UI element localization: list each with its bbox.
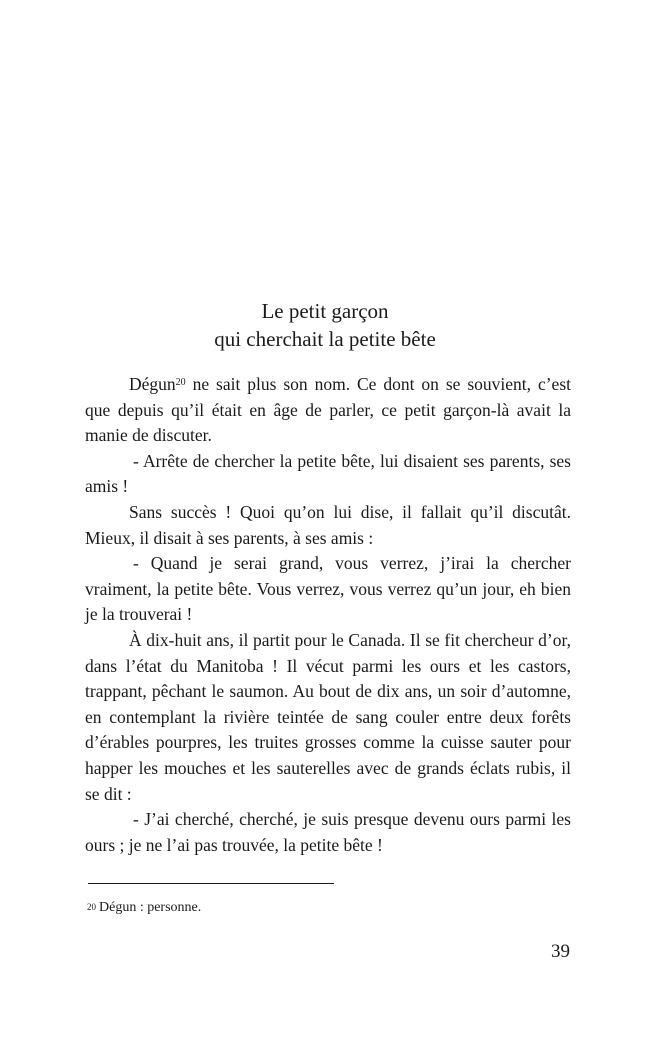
chapter-body bbox=[85, 372, 571, 858]
chapter-title-line-1: Le petit garçon bbox=[261, 299, 389, 323]
footnote-reference: 20 bbox=[175, 377, 186, 388]
dialogue-paragraph: - J’ai cherché, cherché, je suis presque devenu ours parmi les ours ; je ne l’ai pas trouvée, la petite bête ! bbox=[85, 809, 571, 855]
chapter-title-line-2: qui cherchait la petite bête bbox=[214, 327, 436, 351]
paragraph: À dix-huit ans, il partit pour le Canada. Il se fit chercheur d’or, dans l’état du Manitoba ! Il vécut parmi les ours et les castors, trappant, pêchant le saumon. Au bout de dix ans, un soir d’automne, en contemplant la rivière teintée de sang couler entre deux forêts d’érables pourpres, les truites grosses comme la cuisse sauter pour happer les mouches et les sauterelles avec de grands éclats rubis, il se dit : bbox=[85, 629, 571, 804]
footnote-number: 20 bbox=[87, 902, 96, 912]
footnote bbox=[87, 898, 201, 918]
footnote-text: Dégun : personne. bbox=[99, 900, 202, 915]
paragraph: Sans succès ! Quoi qu’on lui dise, il fallait qu’il discutât. Mieux, il disait à ses parents, à ses amis : bbox=[85, 501, 571, 548]
dialogue-paragraph: - Arrête de chercher la petite bête, lui disaient ses parents, ses amis ! bbox=[85, 450, 571, 497]
paragraph-text: Dégun bbox=[129, 374, 176, 394]
footnote-divider bbox=[88, 883, 334, 884]
chapter-title bbox=[0, 297, 650, 353]
dialogue-paragraph: - Quand je serai grand, vous verrez, j’irai la chercher vraiment, la petite bête. Vous verrez, vous verrez qu’un jour, eh bien je la trouverai ! bbox=[85, 553, 571, 625]
page-number: 39 bbox=[551, 941, 570, 962]
paragraph bbox=[85, 372, 571, 449]
paragraph-text: ne sait plus son nom. Ce dont on se souvient, c’est que depuis qu’il était en âge de parler, ce petit garçon-là avait la manie de discuter. bbox=[85, 374, 571, 446]
